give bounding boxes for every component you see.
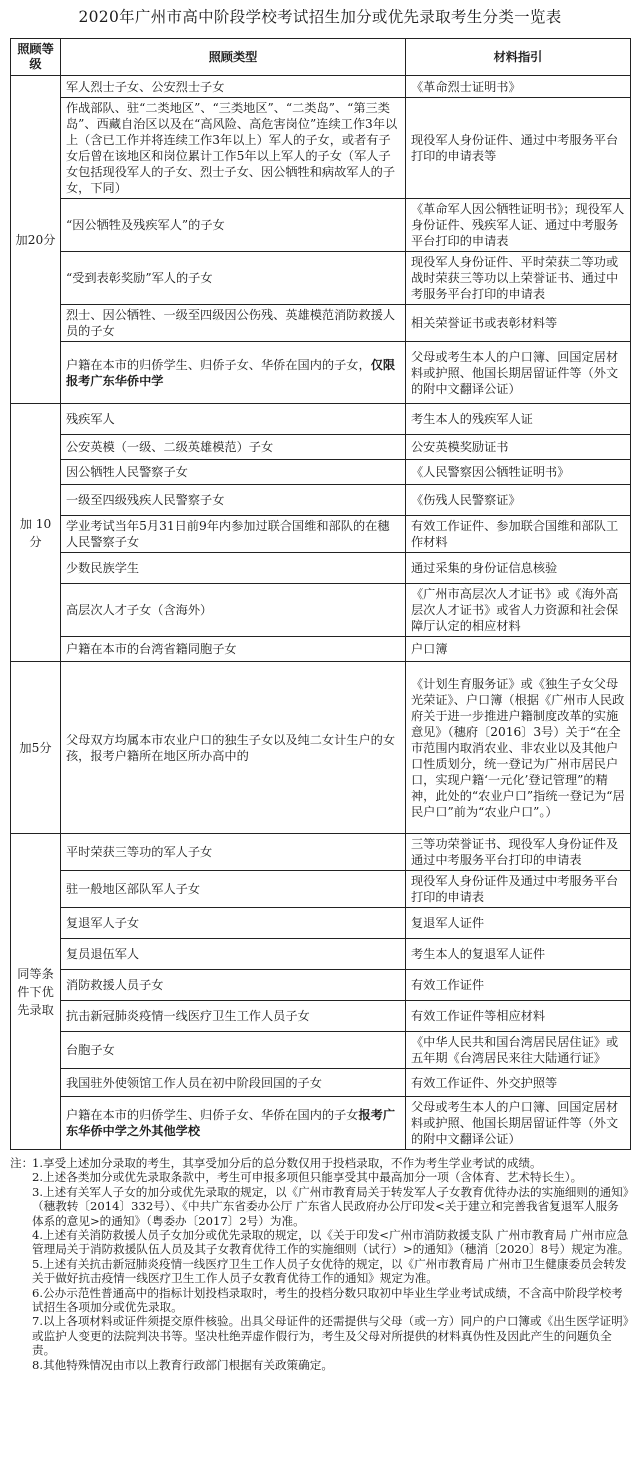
- table-row: [11, 252, 631, 305]
- note-text: 6.公办示范性普通高中的指标计划投档录取时，考生的投档分数只取初中毕业生学业考试成绩，不含高中阶段学校考试招生各项加分或优先录取。: [32, 1285, 623, 1315]
- table-row: [11, 98, 631, 199]
- note-text: 1.享受上述加分录取的考生，其享受加分后的总分数仅用于投档录取，不作为考生学业考试的成绩。: [32, 1156, 542, 1170]
- type-cell: [61, 908, 406, 939]
- type-text: 高层次人才子女（含海外）: [66, 603, 213, 617]
- material-cell: 父母或考生本人的户口簿、回国定居材料或护照、他国长期居留证件等（外文的附中文翻译公证）: [406, 342, 631, 404]
- type-text: 残疾军人: [66, 412, 115, 426]
- type-text: 户籍在本市的归侨学生、归侨子女、华侨在国内的子女，: [66, 357, 371, 372]
- type-cell: [61, 342, 406, 404]
- note-item: [10, 1358, 630, 1372]
- type-text: 消防救援人员子女: [66, 978, 164, 992]
- material-cell: 《人民警察因公牺牲证明书》: [406, 460, 631, 485]
- material-cell: 《中华人民共和国台湾居民居住证》或五年期《台湾居民来往大陆通行证》: [406, 1032, 631, 1069]
- type-cell: [61, 1097, 406, 1150]
- material-cell: 现役军人身份证件、通过中考服务平台打印的申请表等: [406, 98, 631, 199]
- table-row: [11, 1032, 631, 1069]
- type-text: 户籍在本市的归侨学生、归侨子女、华侨在国内的子女: [66, 1108, 359, 1122]
- note-text: 5.上述有关抗击新冠肺炎疫情一线医疗卫生工作人员子女优待的规定，以《广州市教育局 广州市卫生健康委员会转发关于做好抗击疫情一线医疗卫生工作人员子女教育优待工作的通知》规定为准。: [32, 1256, 627, 1286]
- table-row: [11, 516, 631, 553]
- table-row: [11, 584, 631, 637]
- table-row: [11, 76, 631, 98]
- type-text: 台胞子女: [66, 1043, 115, 1057]
- type-bold-text: 报考广东华侨中学之外其他学校: [66, 1108, 396, 1138]
- material-cell: 有效工作证件、外交护照等: [406, 1069, 631, 1097]
- type-text: 公安英模（一级、二级英雄模范）子女: [66, 440, 274, 454]
- material-cell: 有效工作证件等相应材料: [406, 1001, 631, 1032]
- material-cell: 《革命烈士证明书》: [406, 76, 631, 98]
- material-cell: 通过采集的身份证信息核验: [406, 553, 631, 584]
- level-cell: 加 10 分: [11, 404, 61, 662]
- type-text: 少数民族学生: [66, 561, 140, 575]
- type-cell: [61, 252, 406, 305]
- note-item: [10, 1185, 630, 1228]
- table-row: [11, 342, 631, 404]
- type-text: “因公牺牲及残疾军人”的子女: [66, 218, 225, 232]
- material-cell: 有效工作证件: [406, 970, 631, 1001]
- material-cell: 《计划生育服务证》或《独生子女父母光荣证》、户口簿（根据《广州市人民政府关于进一步推进户籍制度改革的实施意见》（穗府〔2016〕3号）关于“在全市范围内取消农业、非农业以及其他户口性质划分，统一登记为广州市居民户口，实现户籍‘一元化’登记管理”的精神，此处的“农业户口”指统一登记为“居民户口”前为“农业户口”。）: [406, 662, 631, 834]
- type-cell: [61, 1001, 406, 1032]
- type-text: 一级至四级残疾人民警察子女: [66, 493, 225, 507]
- table-row: [11, 1001, 631, 1032]
- material-cell: 复退军人证件: [406, 908, 631, 939]
- table-row: [11, 908, 631, 939]
- table-body: [11, 76, 631, 1150]
- type-cell: [61, 435, 406, 460]
- table-row: [11, 637, 631, 662]
- table-row: [11, 435, 631, 460]
- type-text: 复员退伍军人: [66, 947, 140, 961]
- type-cell: [61, 76, 406, 98]
- note-text: 8.其他特殊情况由市以上教育行政部门根据有关政策确定。: [32, 1357, 333, 1372]
- material-cell: 现役军人身份证件及通过中考服务平台打印的申请表: [406, 871, 631, 908]
- type-cell: [61, 485, 406, 516]
- material-cell: 现役军人身份证件、平时荣获二等功或战时荣获三等功以上荣誉证书、通过中考服务平台打印的申请表: [406, 252, 631, 305]
- type-text: 烈士、因公牺牲、一级至四级因公伤残、英雄模范消防救援人员的子女: [66, 308, 396, 338]
- level-cell: 同等条件下优先录取: [11, 834, 61, 1150]
- type-text: “受到表彰奖励”军人的子女: [66, 271, 213, 285]
- type-cell: [61, 939, 406, 970]
- material-cell: 《革命军人因公牺牲证明书》；现役军人身份证件、残疾军人证、通过中考服务平台打印的申请表: [406, 199, 631, 252]
- material-cell: 三等功荣誉证书、现役军人身份证件及通过中考服务平台打印的申请表: [406, 834, 631, 871]
- note-item: [10, 1286, 630, 1315]
- type-text: 父母双方均属本市农业户口的独生子女以及纯二女计生户的女孩，报考户籍所在地区所办高中的: [66, 732, 396, 763]
- note-text: 3.上述有关军人子女的加分或优先录取的规定，以《广州市教育局关于转发军人子女教育优待办法的实施细则的通知》（穗教转〔2014〕332号）、《中共广东省委办公厅 广东省人民政府办公厅印发<关于建立和完善我省复退军人服务体系的意见>的通知》（粤委办〔2017〕2号）为准。: [32, 1184, 629, 1228]
- note-item: [10, 1170, 630, 1184]
- note-indent: [10, 1314, 32, 1357]
- type-cell: [61, 553, 406, 584]
- header-type: 照顾类型: [61, 39, 406, 76]
- type-cell: [61, 637, 406, 662]
- level-cell: 加5分: [11, 662, 61, 834]
- table-row: [11, 199, 631, 252]
- type-text: 复退军人子女: [66, 916, 140, 930]
- material-cell: 有效工作证件、参加联合国维和部队工作材料: [406, 516, 631, 553]
- note-text: 2.上述各类加分或优先录取条款中，考生可申报多项但只能享受其中最高加分一项（含体育、艺术特长生）。: [32, 1170, 583, 1185]
- material-cell: 《广州市高层次人才证书》或《海外高层次人才证书》或省人力资源和社会保障厅认定的相应材料: [406, 584, 631, 637]
- document-title: 2020年广州市高中阶段学校考试招生加分或优先录取考生分类一览表: [78, 8, 562, 26]
- type-cell: [61, 1032, 406, 1069]
- type-text: 学业考试当年5月31日前9年内参加过联合国维和部队的在穗人民警察子女: [66, 519, 390, 549]
- type-cell: [61, 98, 406, 199]
- material-cell: 相关荣誉证书或表彰材料等: [406, 305, 631, 342]
- material-cell: 户口簿: [406, 637, 631, 662]
- note-text: 7.以上各项材料或证件须提交原件核验。出具父母证件的还需提供与父母（或一方）同户的户口簿或《出生医学证明》或监护人变更的法院判决书等。坚决杜绝弄虚作假行为，考生及父母对所提供的材料真伪性及因此产生的问题负全责。: [32, 1314, 629, 1358]
- type-text: 军人烈士子女、公安烈士子女: [66, 79, 225, 94]
- type-bold-text: 仅限报考广东华侨中学: [66, 357, 396, 388]
- table-row: [11, 1069, 631, 1097]
- type-text: 我国驻外使领馆工作人员在初中阶段回国的子女: [66, 1075, 322, 1090]
- notes-section: [10, 1156, 630, 1372]
- notes-prefix: 注：: [10, 1156, 34, 1170]
- material-cell: 考生本人的复退军人证件: [406, 939, 631, 970]
- table-row: [11, 404, 631, 435]
- header-level: 照顾等级: [11, 39, 61, 76]
- type-cell: [61, 404, 406, 435]
- table-row: [11, 460, 631, 485]
- type-text: 抗击新冠肺炎疫情一线医疗卫生工作人员子女: [66, 1009, 310, 1023]
- type-cell: [61, 662, 406, 834]
- table-row: [11, 305, 631, 342]
- note-item: [10, 1156, 630, 1170]
- type-cell: [61, 460, 406, 485]
- type-cell: [61, 305, 406, 342]
- material-cell: 考生本人的残疾军人证: [406, 404, 631, 435]
- note-indent: [10, 1257, 32, 1286]
- note-indent: [10, 1185, 32, 1228]
- table-row: [11, 553, 631, 584]
- type-cell: [61, 871, 406, 908]
- note-indent: [10, 1228, 32, 1257]
- classification-table: [10, 38, 631, 1150]
- table-header-row: [11, 39, 631, 76]
- note-indent: [10, 1286, 32, 1315]
- type-cell: [61, 584, 406, 637]
- type-cell: [61, 970, 406, 1001]
- note-item: [10, 1257, 630, 1286]
- header-material: 材料指引: [406, 39, 631, 76]
- type-text: 作战部队、驻“二类地区”、“三类地区”、“二类岛”、“第三类岛”、西藏自治区以及在“高风险、高危害岗位”连续工作3年以上（含已工作并将连续工作3年以上）军人的子女，或者有子女后曾在该地区和岗位累计工作5年以上军人的子女（军人子女包括现役军人的子女、烈士子女、因公牺牲和病故军人的子女，下同）: [66, 101, 398, 195]
- material-cell: 父母或考生本人的户口簿、回国定居材料或护照、他国长期居留证件等（外文的附中文翻译公证）: [406, 1097, 631, 1150]
- type-text: 因公牺牲人民警察子女: [66, 465, 188, 479]
- note-indent: [10, 1358, 32, 1372]
- table-row: [11, 871, 631, 908]
- level-cell: 加20分: [11, 76, 61, 404]
- type-cell: [61, 834, 406, 871]
- note-item: [10, 1228, 630, 1257]
- table-row: [11, 1097, 631, 1150]
- material-cell: 《伤残人民警察证》: [406, 485, 631, 516]
- type-text: 户籍在本市的台湾省籍同胞子女: [66, 642, 237, 656]
- note-item: [10, 1314, 630, 1357]
- table-row: [11, 834, 631, 871]
- type-text: 平时荣获三等功的军人子女: [66, 845, 213, 859]
- note-indent: [10, 1170, 32, 1184]
- table-row: [11, 939, 631, 970]
- type-cell: [61, 1069, 406, 1097]
- material-cell: 公安英模奖励证书: [406, 435, 631, 460]
- type-cell: [61, 516, 406, 553]
- table-row: [11, 662, 631, 834]
- type-text: 驻一般地区部队军人子女: [66, 882, 201, 896]
- table-row: [11, 970, 631, 1001]
- type-cell: [61, 199, 406, 252]
- table-row: [11, 485, 631, 516]
- note-text: 4.上述有关消防救援人员子女加分或优先录取的规定，以《关于印发<广州市消防救援支队 广州市教育局 广州市应急管理局关于消防救援队伍人员及其子女教育优待工作的实施细则（试行）>的通知》（穗消〔2020〕8号）规定为准。: [32, 1228, 630, 1257]
